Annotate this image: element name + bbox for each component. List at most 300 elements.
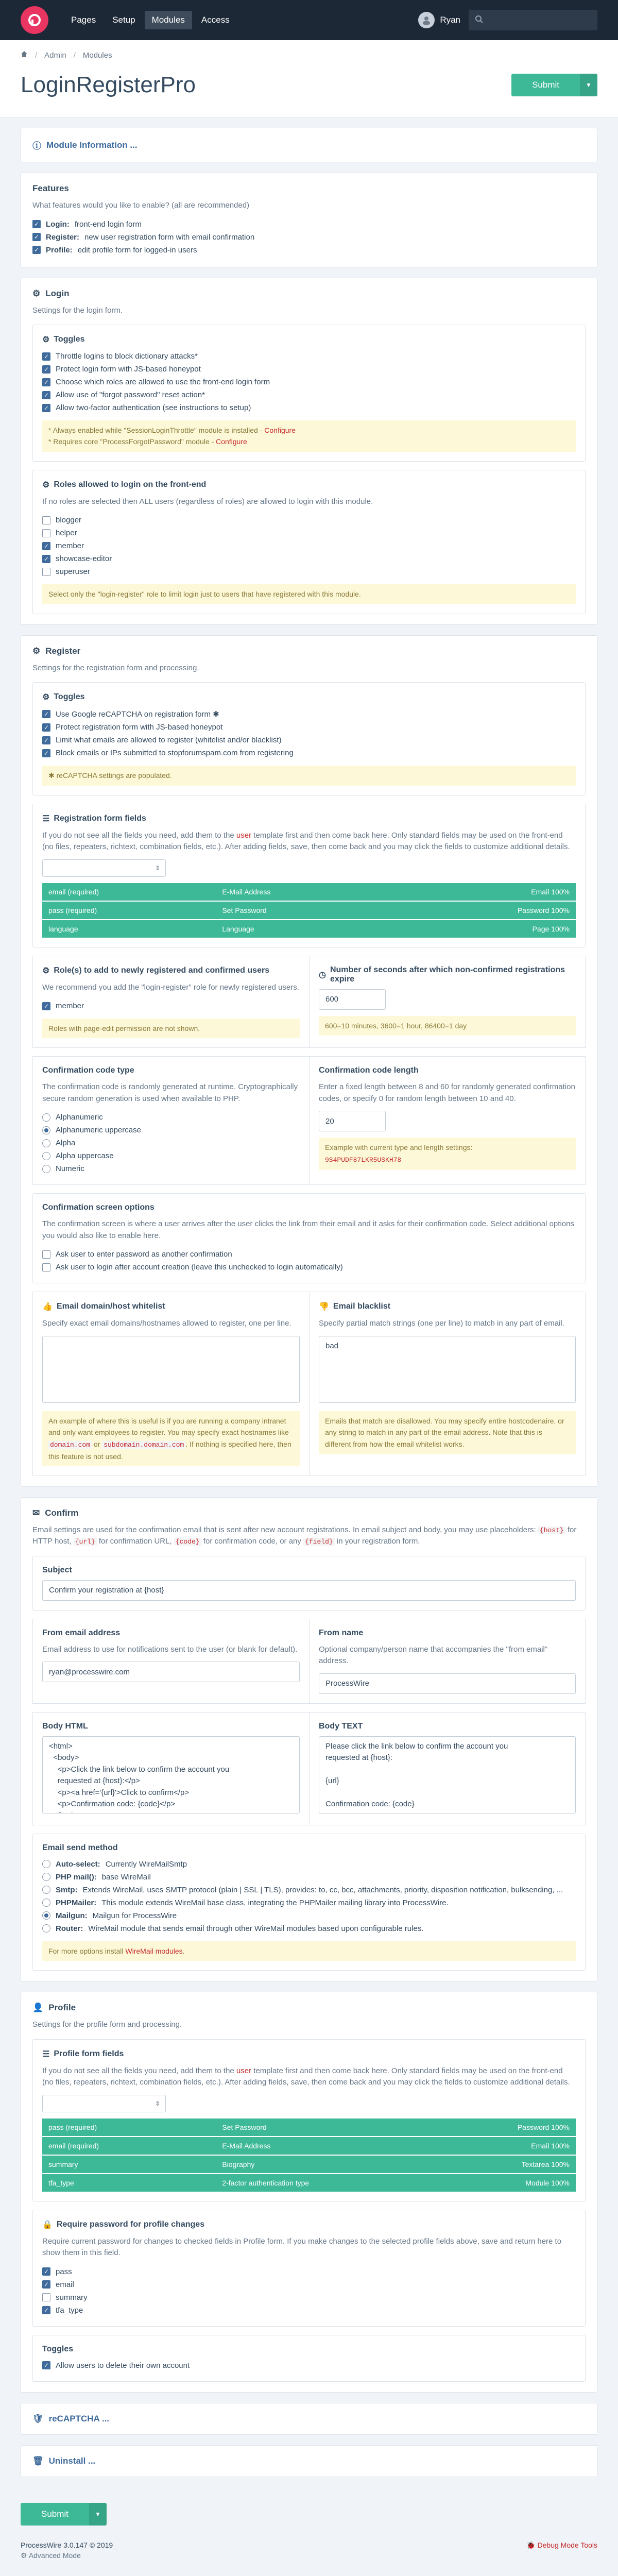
recaptcha-label[interactable]: reCAPTCHA ...: [48, 2413, 110, 2424]
method-text: WireMail module that sends email through other WireMail modules based upon configurable rules.: [88, 1924, 424, 1933]
user-menu[interactable]: [418, 12, 460, 28]
whitelist-desc: Specify exact email domains/hostnames allowed to register, one per line.: [42, 1319, 291, 1328]
checkbox[interactable]: ✓: [42, 352, 50, 361]
toggle-label: Allow users to delete their own account: [56, 2361, 190, 2370]
chevron-down-icon: ▼: [586, 81, 592, 89]
toggle-label: Limit what emails are allowed to register (whitelist and/or blacklist): [56, 736, 282, 745]
send-method-radio[interactable]: [42, 1922, 576, 1935]
require-pw-checkbox[interactable]: [42, 2304, 576, 2317]
field-option-label: summary: [56, 2293, 88, 2302]
login-panel: [21, 278, 597, 625]
field-row[interactable]: [42, 920, 576, 938]
gear-icon: ⚙: [42, 335, 50, 344]
method-text: This module extends WireMail base class, integrating the PHPMailer mailing library into ProcessWire.: [101, 1898, 449, 1907]
field-type: Module 100%: [525, 2178, 570, 2187]
send-method-radio[interactable]: [42, 1884, 576, 1896]
expire-title: Number of seconds after which non-confirmed registrations expire: [330, 965, 565, 984]
method-label: PHP mail():: [56, 1872, 97, 1882]
register-toggle[interactable]: [42, 747, 576, 759]
select-arrows-icon: ⇕: [154, 2099, 160, 2107]
blacklist-note: Emails that match are disallowed. You may specify entire hostcodenaire, or any string to match in any part of the email address. Note that this is different from how the email whitelist works.: [319, 1411, 576, 1454]
toggles-title: Toggles: [54, 335, 85, 344]
features-desc: What features would you like to enable? (all are recommended): [32, 201, 250, 210]
checkbox[interactable]: ✓: [42, 404, 50, 412]
register-title: Register: [45, 646, 81, 656]
login-toggles-note: [42, 420, 576, 452]
thumbs-down-icon: 👎: [319, 1302, 329, 1312]
field-name: summary: [48, 2160, 78, 2168]
field-name: pass (required): [48, 906, 97, 914]
send-method-radio[interactable]: [42, 1909, 576, 1922]
confirm-option-checkbox[interactable]: [42, 1261, 576, 1274]
register-toggle[interactable]: [42, 707, 576, 721]
note-text: . If nothing is specified here, then this feature is not used.: [48, 1439, 291, 1461]
roles-note: Select only the "login-register" role to limit login just to users that have registered with this module.: [42, 584, 576, 604]
send-method-note: [42, 1941, 576, 1961]
whitelist-note: [42, 1411, 300, 1466]
radio-label: Alphanumeric: [56, 1113, 103, 1122]
field-list: [42, 883, 576, 938]
method-label: PHPMailer:: [56, 1898, 97, 1907]
from-email-col: [33, 1619, 309, 1703]
feature-login-checkbox[interactable]: [32, 218, 586, 231]
breadcrumb-separator: /: [73, 50, 76, 60]
method-label: Mailgun:: [56, 1911, 88, 1920]
footer-version: ProcessWire 3.0.147 © 2019: [21, 2540, 113, 2549]
register-panel: [21, 635, 597, 1487]
from-name-input[interactable]: [319, 1673, 576, 1694]
feature-label: Login:: [46, 219, 70, 229]
whitelist-blacklist-row: [32, 1292, 586, 1476]
profile-toggles: [32, 2335, 586, 2382]
gear-icon: ⚙: [32, 288, 41, 298]
fields-desc: [42, 830, 576, 853]
body-row: [32, 1712, 586, 1825]
profile-panel: [21, 1992, 597, 2393]
field-label: Set Password: [222, 906, 267, 914]
checkbox[interactable]: [42, 516, 50, 524]
wiremail-modules-link[interactable]: WireMail modules: [125, 1946, 183, 1955]
expire-note: 600=10 minutes, 3600=1 hour, 86400=1 day: [319, 1016, 576, 1036]
lock-icon: 🔒: [42, 2220, 53, 2229]
subject-field: [32, 1556, 586, 1611]
require-password: [32, 2210, 586, 2327]
envelope-icon: ✉: [32, 1507, 40, 1518]
checkbox[interactable]: [42, 529, 50, 537]
field-label: 2-factor authentication type: [222, 2178, 310, 2187]
code-sample: domain.com: [48, 1441, 92, 1449]
roles-add-col: [33, 956, 309, 1048]
code-len-note: [319, 1138, 576, 1170]
breadcrumb-admin[interactable]: Admin: [44, 50, 66, 60]
nav-access[interactable]: Access: [201, 15, 230, 25]
checkbox[interactable]: ✓: [42, 736, 50, 744]
checkbox[interactable]: ✓: [42, 542, 50, 550]
processwire-logo[interactable]: [21, 6, 48, 34]
body-text-title: Body TEXT: [319, 1721, 363, 1731]
register-desc: Settings for the registration form and processing.: [32, 663, 199, 672]
toggle-label: Block emails or IPs submitted to stopforumspam.com from registering: [56, 749, 294, 758]
feature-label: Profile:: [46, 245, 73, 255]
code-type-title: Confirmation code type: [42, 1066, 134, 1075]
desc-text: If you do not see all the fields you need, add them to the: [42, 831, 236, 840]
note-text: Example with current type and length settings:: [325, 1143, 473, 1152]
search-icon: [475, 15, 483, 25]
method-text: Extends WireMail, uses SMTP protocol (plain | SSL | TLS), provides: to, cc, bcc, attachments, priority, disposition notification, bulksending, ...: [82, 1885, 563, 1894]
roles-title: Roles allowed to login on the front-end: [54, 480, 207, 489]
radio[interactable]: [42, 1899, 50, 1907]
field-name: pass (required): [48, 2123, 97, 2131]
field-row[interactable]: [42, 902, 576, 919]
from-name-desc: Optional company/person name that accompanies the "from email" address.: [319, 1645, 548, 1666]
confirm-screen-desc: The confirmation screen is where a user arrives after the user clicks the link from their email and it asks for their confirmation code. Select additional options you would also like to enable here.: [42, 1219, 574, 1240]
feature-text: front-end login form: [74, 219, 142, 229]
desc-text: Email settings are used for the confirmation email that is sent after new account registrations. In email subject and body, you may use placeholders:: [32, 1525, 538, 1534]
subject-input[interactable]: [42, 1580, 576, 1601]
uninstall-panel[interactable]: [21, 2445, 597, 2477]
field-row[interactable]: [42, 2156, 576, 2173]
whitelist-col: [33, 1292, 309, 1475]
gear-icon: ⚙: [21, 2551, 27, 2560]
field-type: Password 100%: [517, 2123, 570, 2131]
send-method-radio[interactable]: [42, 1896, 576, 1909]
breadcrumb: [21, 50, 597, 60]
subject-title: Subject: [42, 1565, 72, 1574]
roles-add-title: Role(s) to add to newly registered and confirmed users: [54, 965, 270, 975]
radio[interactable]: [42, 1911, 50, 1920]
top-submit-group: [511, 74, 597, 96]
bug-icon: 🐞: [526, 2540, 536, 2549]
note-text: or: [92, 1439, 102, 1448]
nav-modules[interactable]: Modules: [145, 11, 192, 29]
code-type-radio[interactable]: [42, 1137, 300, 1149]
footer: [0, 2536, 618, 2565]
bottom-submit-dropdown-button[interactable]: [89, 2503, 107, 2526]
top-nav: [64, 11, 237, 29]
checkbox[interactable]: ✓: [42, 391, 50, 399]
blacklist-title: Email blacklist: [333, 1302, 391, 1311]
trash-icon: 🗑: [32, 2455, 44, 2466]
role-checkbox[interactable]: [42, 527, 576, 539]
search-input[interactable]: [487, 15, 591, 25]
login-toggle[interactable]: [42, 350, 576, 363]
registration-fields: [32, 804, 586, 947]
role-checkbox[interactable]: [42, 552, 576, 565]
code-row: [32, 1056, 586, 1185]
role-label: member: [56, 541, 84, 551]
field-row[interactable]: [42, 2119, 576, 2136]
method-label: Router:: [56, 1924, 83, 1933]
role-add-checkbox[interactable]: [42, 999, 300, 1012]
role-checkbox[interactable]: [42, 565, 576, 578]
code-type-desc: The confirmation code is randomly generated at runtime. Cryptographically secure random generation is used when available to PHP.: [42, 1082, 298, 1103]
home-icon[interactable]: [21, 50, 28, 60]
checkbox[interactable]: ✓: [42, 1002, 50, 1010]
blacklist-textarea[interactable]: [319, 1336, 576, 1403]
field-type: Password 100%: [517, 906, 570, 914]
radio[interactable]: [42, 1886, 50, 1894]
radio-label: Alpha uppercase: [56, 1151, 114, 1161]
submit-dropdown-button[interactable]: [580, 74, 597, 96]
list-icon: ☰: [42, 814, 50, 823]
fields-title: Registration form fields: [54, 814, 146, 823]
checkbox[interactable]: ✓: [32, 233, 41, 241]
require-pw-checkbox[interactable]: [42, 2278, 576, 2291]
blacklist-desc: Specify partial match strings (one per line) to match in any part of email.: [319, 1319, 564, 1328]
checkbox[interactable]: [42, 1250, 50, 1259]
method-text: Mailgun for ProcessWire: [92, 1911, 177, 1920]
debug-tools-link[interactable]: [526, 2541, 597, 2560]
feature-profile-checkbox[interactable]: [32, 244, 586, 257]
require-pw-desc: Require current password for changes to checked fields in Profile form. If you make changes to the selected profile fields above, save and return here to show them in this field.: [42, 2236, 562, 2258]
field-label: E-Mail Address: [222, 2141, 271, 2150]
submit-button[interactable]: Submit: [511, 74, 580, 96]
user-name: Ryan: [440, 15, 460, 25]
info-icon: ⓘ: [32, 141, 41, 151]
checkbox[interactable]: ✓: [42, 378, 50, 386]
toggle-label: Throttle logins to block dictionary attacks*: [56, 352, 198, 361]
radio[interactable]: [42, 1139, 50, 1147]
avatar: [418, 12, 435, 28]
send-method-title: Email send method: [42, 1843, 118, 1852]
search-box[interactable]: [469, 10, 597, 30]
gear-icon: ⚙: [42, 693, 50, 702]
debug-label: Debug Mode Tools: [537, 2540, 597, 2549]
checkbox[interactable]: ✓: [42, 2280, 50, 2289]
desc-text: for confirmation code, or any: [201, 1537, 304, 1546]
radio[interactable]: [42, 1113, 50, 1122]
add-field-select[interactable]: [42, 859, 166, 877]
field-type: Page 100%: [532, 924, 570, 933]
role-label: helper: [56, 529, 77, 538]
field-label: E-Mail Address: [222, 887, 271, 896]
confirm-title: Confirm: [45, 1507, 79, 1518]
placeholder-code: {field}: [303, 1538, 335, 1546]
module-info-label[interactable]: Module Information ...: [46, 140, 138, 150]
checkbox[interactable]: [42, 2293, 50, 2301]
field-name: email (required): [48, 887, 99, 896]
configure-link[interactable]: Configure: [264, 426, 296, 434]
send-method-radio[interactable]: [42, 1858, 576, 1871]
require-pw-checkbox[interactable]: [42, 2291, 576, 2304]
register-toggle[interactable]: [42, 721, 576, 734]
main-content: [0, 117, 618, 2498]
login-toggle[interactable]: [42, 388, 576, 401]
checkbox[interactable]: ✓: [32, 246, 41, 254]
mode-label: Advanced Mode: [28, 2551, 81, 2560]
code-length-input[interactable]: [319, 1111, 386, 1131]
body-html-title: Body HTML: [42, 1721, 88, 1731]
role-label: member: [56, 1002, 84, 1011]
login-toggle[interactable]: [42, 363, 576, 376]
checkbox[interactable]: ✓: [42, 365, 50, 374]
field-row[interactable]: [42, 2174, 576, 2192]
desc-text: for HTTP host,: [32, 1525, 577, 1546]
profile-fields: [32, 2039, 586, 2201]
module-info-panel[interactable]: [21, 128, 597, 162]
advanced-mode-indicator[interactable]: [21, 2551, 113, 2560]
toggle-label: Use Google reCAPTCHA on registration form ✱: [56, 710, 219, 719]
features-panel: [21, 173, 597, 267]
field-option-label: pass: [56, 2267, 72, 2276]
profile-title: Profile: [48, 2003, 76, 2013]
user-template-link[interactable]: user: [236, 831, 252, 840]
code-len-col: [309, 1057, 585, 1184]
from-name-col: [309, 1619, 585, 1703]
body-html-textarea[interactable]: [42, 1736, 300, 1814]
from-name-title: From name: [319, 1628, 364, 1637]
nav-pages[interactable]: Pages: [71, 15, 96, 25]
require-pw-title: Require password for profile changes: [56, 2219, 205, 2229]
code-type-radio[interactable]: [42, 1149, 300, 1162]
expire-input[interactable]: [319, 989, 386, 1010]
code-sample: subdomain.domain.com: [102, 1441, 185, 1449]
checkbox[interactable]: ✓: [32, 220, 41, 228]
body-text-col: [309, 1713, 585, 1825]
method-text: base WireMail: [101, 1872, 151, 1882]
blacklist-col: [309, 1292, 585, 1475]
user-icon: 👤: [32, 2003, 44, 2013]
uninstall-label[interactable]: Uninstall ...: [48, 2455, 96, 2466]
from-email-input[interactable]: [42, 1662, 300, 1682]
configure-link[interactable]: Configure: [216, 437, 247, 446]
from-email-title: From email address: [42, 1628, 121, 1637]
checkbox[interactable]: ✓: [42, 723, 50, 732]
select-arrows-icon: ⇕: [154, 864, 160, 872]
profile-toggle[interactable]: [42, 2359, 576, 2372]
field-row[interactable]: [42, 2137, 576, 2155]
checkbox[interactable]: ✓: [42, 2361, 50, 2369]
role-checkbox[interactable]: [42, 539, 576, 552]
login-toggle[interactable]: [42, 401, 576, 414]
thumbs-up-icon: 👍: [42, 1302, 53, 1312]
radio[interactable]: [42, 1126, 50, 1134]
roles-add-desc: We recommend you add the "login-register" role for newly registered users.: [42, 982, 299, 992]
field-row[interactable]: [42, 883, 576, 901]
role-checkbox[interactable]: [42, 514, 576, 527]
checkbox[interactable]: ✓: [42, 2267, 50, 2276]
feature-text: edit profile form for logged-in users: [77, 245, 197, 255]
recaptcha-panel[interactable]: [21, 2403, 597, 2435]
body-html-col: [33, 1713, 309, 1825]
field-label: Language: [222, 924, 254, 933]
role-label: blogger: [56, 516, 82, 525]
field-name: email (required): [48, 2141, 99, 2150]
nav-setup[interactable]: Setup: [112, 15, 135, 25]
bottom-submit-button[interactable]: Submit: [21, 2503, 89, 2526]
field-type: Email 100%: [531, 887, 570, 896]
feature-label: Register:: [46, 232, 80, 242]
note-text: * Always enabled while "SessionLoginThrottle" module is installed -: [48, 426, 265, 434]
confirm-panel: [21, 1497, 597, 1981]
field-option-label: tfa_type: [56, 2306, 83, 2315]
note-text: .: [182, 1946, 185, 1955]
features-label: Features: [32, 183, 69, 193]
fields-desc: [42, 2065, 576, 2089]
login-roles: [32, 470, 586, 614]
radio[interactable]: [42, 1924, 50, 1933]
feature-register-checkbox[interactable]: [32, 231, 586, 244]
chevron-down-icon: ▼: [94, 2510, 101, 2518]
login-title: Login: [45, 288, 70, 298]
radio-label: Numeric: [56, 1164, 84, 1174]
code-len-title: Confirmation code length: [319, 1066, 419, 1075]
field-name: language: [48, 924, 78, 933]
checkbox[interactable]: ✓: [42, 710, 50, 718]
placeholder-code: {url}: [74, 1538, 97, 1546]
whitelist-textarea[interactable]: [42, 1336, 300, 1403]
code-type-radio[interactable]: [42, 1111, 300, 1124]
confirm-option-checkbox[interactable]: [42, 1248, 576, 1261]
add-field-select[interactable]: [42, 2095, 166, 2112]
radio[interactable]: [42, 1860, 50, 1868]
from-row: [32, 1619, 586, 1704]
breadcrumb-modules[interactable]: Modules: [82, 50, 112, 60]
list-icon: ☰: [42, 2049, 50, 2059]
from-email-desc: Email address to use for notifications sent to the user (or blank for default).: [42, 1645, 298, 1654]
confirm-screen-options: [32, 1193, 586, 1283]
user-template-link[interactable]: user: [236, 2066, 252, 2075]
breadcrumb-separator: /: [35, 50, 38, 60]
confirm-screen-title: Confirmation screen options: [42, 1203, 154, 1212]
code-type-radio[interactable]: [42, 1124, 300, 1137]
toggle-label: Protect registration form with JS-based honeypot: [56, 723, 223, 732]
desc-text: template first and then come back here. Only standard fields may be used on the front-end (no files, repeaters, richtext, combination fields, etc.). After adding fields, save, then come back and you may click the fields to customize additional details.: [42, 831, 570, 852]
desc-text: for confirmation URL,: [96, 1537, 174, 1546]
checkbox[interactable]: ✓: [42, 2306, 50, 2314]
expire-col: [309, 956, 585, 1048]
role-label: showcase-editor: [56, 554, 112, 564]
login-toggles: [32, 325, 586, 462]
radio[interactable]: [42, 1165, 50, 1173]
bottom-submit-group: [21, 2503, 618, 2526]
desc-text: template first and then come back here. Only standard fields may be used on the front-end (no files, repeaters, richtext, combination fields, etc.). After adding fields, save, then come back and you may click the fields to customize additional details.: [42, 2066, 570, 2087]
checkbox[interactable]: [42, 568, 50, 576]
field-type: Email 100%: [531, 2141, 570, 2150]
code-type-radio[interactable]: [42, 1162, 300, 1175]
register-toggles: [32, 682, 586, 795]
radio[interactable]: [42, 1152, 50, 1160]
code-example: 9S4PUDF87LKR5USKH78: [325, 1156, 402, 1164]
field-name: tfa_type: [48, 2178, 74, 2187]
top-bar: [0, 0, 618, 40]
profile-desc: Settings for the profile form and processing.: [32, 2020, 182, 2029]
roles-desc: If no roles are selected then ALL users (regardless of roles) are allowed to login with this module.: [42, 497, 373, 506]
require-pw-checkbox[interactable]: [42, 2265, 576, 2278]
radio[interactable]: [42, 1873, 50, 1881]
checkbox[interactable]: [42, 1263, 50, 1272]
roles-add-note: Roles with page-edit permission are not shown.: [42, 1019, 300, 1038]
note-text: An example of where this is useful is if you are running a company intranet and only want employees to register. You may specify exact hostnames like: [48, 1416, 289, 1437]
page-title: LoginRegisterPro: [21, 72, 196, 97]
toggles-title: Toggles: [54, 692, 85, 702]
send-method: [32, 1834, 586, 1971]
login-toggle[interactable]: [42, 376, 576, 388]
toggle-label: Choose which roles are allowed to use the front-end login form: [56, 378, 270, 386]
checkbox[interactable]: ✓: [42, 749, 50, 757]
method-text: Currently WireMailSmtp: [105, 1859, 187, 1869]
checkbox[interactable]: ✓: [42, 555, 50, 563]
role-label: superuser: [56, 567, 90, 577]
page-header: [0, 40, 618, 117]
method-label: Smtp:: [56, 1885, 78, 1894]
desc-text: If you do not see all the fields you need, add them to the: [42, 2066, 236, 2075]
register-toggle[interactable]: [42, 734, 576, 747]
code-type-col: [33, 1057, 309, 1184]
body-text-textarea[interactable]: [319, 1736, 576, 1814]
send-method-radio[interactable]: [42, 1871, 576, 1884]
gear-icon: ⚙: [42, 480, 50, 489]
